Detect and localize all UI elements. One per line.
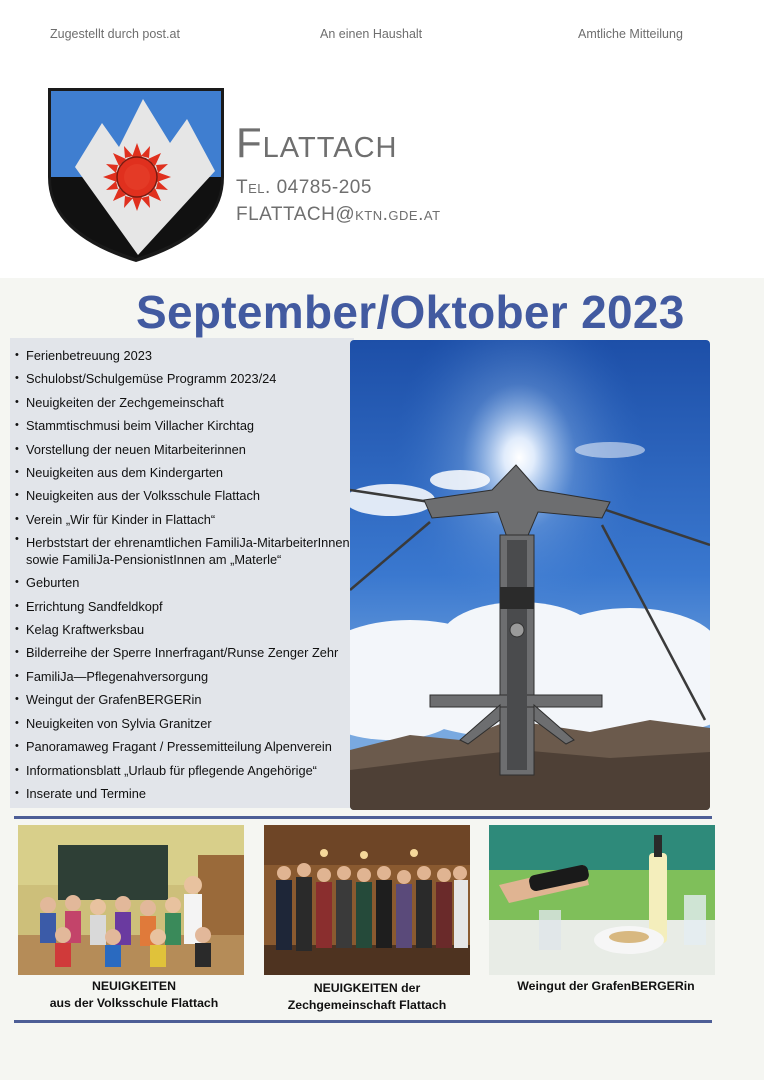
classroom-photo-icon xyxy=(18,825,244,975)
header xyxy=(0,0,764,278)
caption-zech-line2: Zechgemeinschaft Flattach xyxy=(287,998,447,1012)
official-notice: Amtliche Mitteilung xyxy=(578,27,683,41)
toc-item: • Stammtischmusi beim Villacher Kirchtag xyxy=(14,414,354,437)
toc-item: • Bilderreihe der Sperre Innerfragant/Runse Zenger Zehr xyxy=(14,641,354,664)
toc-item: • Schulobst/Schulgemüse Programm 2023/24 xyxy=(14,367,354,390)
delivery-note: Zugestellt durch post.at xyxy=(50,27,180,41)
municipality-name: Flattach xyxy=(236,119,398,166)
wine-photo-icon xyxy=(489,825,715,975)
divider-top xyxy=(14,816,712,819)
toc-item: • Neuigkeiten der Zechgemeinschaft xyxy=(14,391,354,414)
toc-item: • Neuigkeiten aus der Volksschule Flattach xyxy=(14,484,354,507)
toc-item: • Verein „Wir für Kinder in Flattach“ xyxy=(14,508,354,531)
toc-item: • Weingut der GrafenBERGERin xyxy=(14,688,354,711)
caption-school-line2: aus der Volksschule Flattach xyxy=(49,996,219,1010)
summit-cross-photo-icon xyxy=(350,340,710,810)
toc-item: • Inserate und Termine xyxy=(14,782,354,805)
toc-item: • Ferienbetreuung 2023 xyxy=(14,344,354,367)
caption-zech-line1: NEUIGKEITEN der xyxy=(313,981,421,995)
toc-item: • Kelag Kraftwerksbau xyxy=(14,618,354,641)
issue-title: September/Oktober 2023 xyxy=(136,286,685,338)
caption-wine: Weingut der GrafenBERGERin xyxy=(517,979,695,993)
group-photo-icon xyxy=(264,825,470,975)
toc-item-two-line xyxy=(14,531,354,571)
divider-bottom xyxy=(14,1020,712,1023)
toc-item: • Errichtung Sandfeldkopf xyxy=(14,595,354,618)
household-note: An einen Haushalt xyxy=(320,27,423,41)
caption-zech xyxy=(264,980,470,1014)
toc-item: • Vorstellung der neuen Mitarbeiterinnen xyxy=(14,438,354,461)
email-address: FLATTACH@ktn.gde.at xyxy=(236,204,441,225)
table-of-contents xyxy=(10,338,354,808)
phone-number: Tel. 04785-205 xyxy=(236,177,372,198)
toc-item: • Neuigkeiten aus dem Kindergarten xyxy=(14,461,354,484)
toc-line-1: Herbststart der ehrenamtlichen FamiliJa-MitarbeiterInnen xyxy=(26,535,350,551)
caption-school xyxy=(18,978,250,1012)
toc-item: • Panoramaweg Fragant / Pressemitteilung Alpenverein xyxy=(14,735,354,758)
toc-item: • FamiliJa—Pflegenahversorgung xyxy=(14,665,354,688)
toc-item: • Neuigkeiten von Sylvia Granitzer xyxy=(14,712,354,735)
coat-of-arms-icon xyxy=(45,85,227,265)
toc-item: • Geburten xyxy=(14,571,354,594)
caption-school-line1: NEUIGKEITEN xyxy=(91,979,177,993)
toc-line-2: sowie FamiliJa-PensionistInnen am „Materle“ xyxy=(26,552,282,568)
toc-item: • Informationsblatt „Urlaub für pflegende Angehörige“ xyxy=(14,759,354,782)
